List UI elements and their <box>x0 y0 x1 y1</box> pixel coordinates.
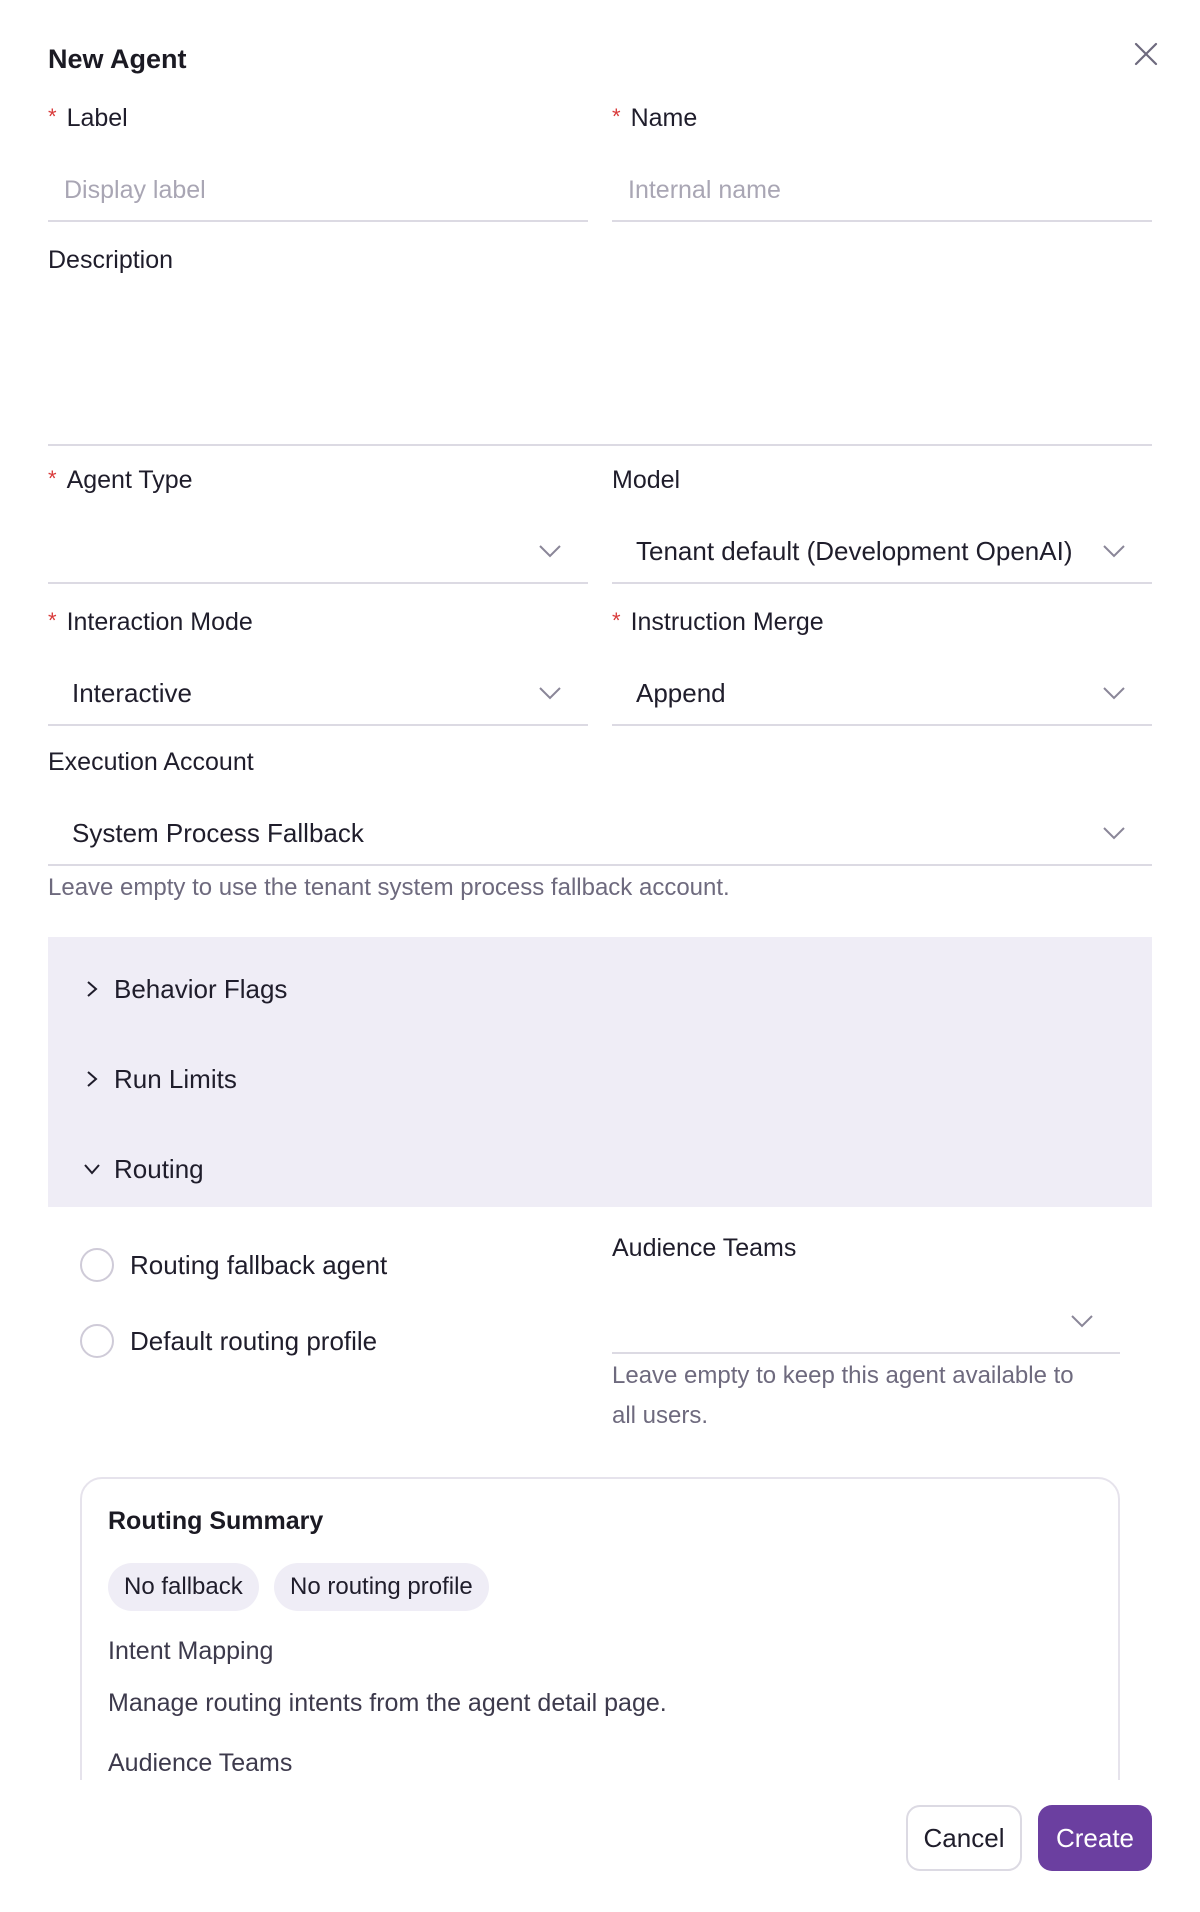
status-badge: No fallback <box>108 1563 259 1611</box>
interaction-mode-value: Interactive <box>72 677 192 708</box>
label-field-label <box>48 104 128 133</box>
dialog-title: New Agent <box>48 44 187 74</box>
default-routing-profile-label: Default routing profile <box>130 1325 378 1356</box>
audience-teams-heading: Audience Teams <box>108 1749 293 1777</box>
audience-teams-hint-line-1: Leave empty to keep this agent available to <box>612 1362 1074 1389</box>
chevron-right-icon <box>82 1069 102 1089</box>
settings-accordion <box>48 937 1152 1207</box>
checkbox-circle[interactable] <box>80 1248 114 1282</box>
section-label: Behavior Flags <box>114 973 288 1004</box>
execution-account-select[interactable] <box>48 802 1152 866</box>
label-input[interactable] <box>48 160 588 222</box>
chevron-down-icon <box>538 686 562 700</box>
chevron-down-icon <box>538 544 562 558</box>
default-routing-profile-checkbox[interactable] <box>80 1324 377 1358</box>
cancel-button[interactable]: Cancel <box>906 1805 1022 1871</box>
audience-teams-hint <box>612 1356 1132 1436</box>
execution-account-hint: Leave empty to use the tenant system process fallback account. <box>48 874 730 901</box>
status-badge: No routing profile <box>274 1563 489 1611</box>
instruction-merge-value: Append <box>636 677 726 708</box>
agent-type-field-label-text: Agent Type <box>66 466 193 494</box>
required-marker: * <box>48 104 57 129</box>
section-label: Run Limits <box>114 1063 237 1094</box>
chevron-down-icon <box>1070 1314 1094 1328</box>
interaction-mode-field-label <box>48 608 253 637</box>
name-field-label <box>612 104 697 133</box>
description-textarea[interactable] <box>48 292 1152 446</box>
name-input[interactable] <box>612 160 1152 222</box>
dialog-footer <box>0 1780 1200 1912</box>
model-field-label: Model <box>612 466 681 494</box>
section-label: Routing <box>114 1153 204 1184</box>
required-marker: * <box>612 608 621 633</box>
required-marker: * <box>612 104 621 129</box>
required-marker: * <box>48 466 57 491</box>
execution-account-field-label: Execution Account <box>48 748 254 776</box>
instruction-merge-select[interactable] <box>612 662 1152 726</box>
agent-type-select[interactable] <box>48 520 588 584</box>
label-field-label-text: Label <box>66 104 128 132</box>
chevron-right-icon <box>82 979 102 999</box>
create-button[interactable]: Create <box>1038 1805 1152 1871</box>
instruction-merge-field-label-text: Instruction Merge <box>630 608 824 636</box>
description-field-label: Description <box>48 246 174 274</box>
interaction-mode-field-label-text: Interaction Mode <box>66 608 253 636</box>
model-select[interactable] <box>612 520 1152 584</box>
section-behavior-flags[interactable] <box>48 959 1152 1019</box>
audience-teams-field-label: Audience Teams <box>612 1234 797 1262</box>
routing-summary-title: Routing Summary <box>108 1507 324 1535</box>
chevron-down-icon <box>82 1159 102 1179</box>
routing-fallback-agent-checkbox[interactable] <box>80 1248 387 1282</box>
checkbox-circle[interactable] <box>80 1324 114 1358</box>
section-routing[interactable] <box>48 1139 1152 1199</box>
chevron-down-icon <box>1102 826 1126 840</box>
close-button[interactable] <box>1128 36 1164 72</box>
chevron-down-icon <box>1102 686 1126 700</box>
name-field-label-text: Name <box>630 104 698 132</box>
interaction-mode-select[interactable] <box>48 662 588 726</box>
instruction-merge-field-label <box>612 608 824 637</box>
model-value: Tenant default (Development OpenAI) <box>636 535 1073 566</box>
required-marker: * <box>48 608 57 633</box>
intent-mapping-heading: Intent Mapping <box>108 1637 274 1665</box>
section-run-limits[interactable] <box>48 1049 1152 1109</box>
agent-type-field-label <box>48 466 193 495</box>
routing-fallback-agent-label: Routing fallback agent <box>130 1249 388 1280</box>
audience-teams-select[interactable] <box>612 1290 1120 1354</box>
execution-account-value: System Process Fallback <box>72 817 364 848</box>
intent-mapping-text: Manage routing intents from the agent detail page. <box>108 1689 667 1717</box>
close-icon <box>1128 36 1164 72</box>
chevron-down-icon <box>1102 544 1126 558</box>
audience-teams-hint-line-2: all users. <box>612 1402 709 1429</box>
